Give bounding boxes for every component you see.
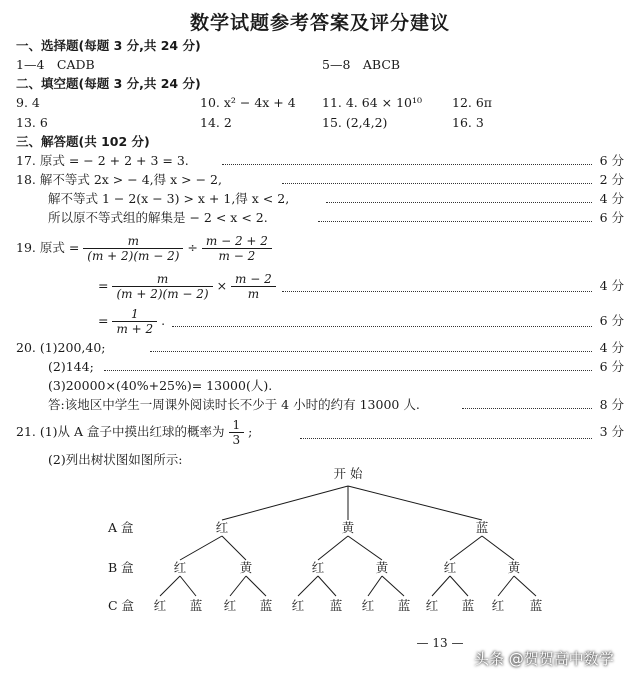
q18-score-2: 4 分	[599, 191, 624, 206]
fraction	[112, 272, 212, 301]
section-2-heading: 二、填空题(每题 3 分,共 24 分)	[16, 76, 201, 91]
q20-line-4: 答:该地区中学生一周课外阅读时长不少于 4 小时的约有 13000 人.	[48, 397, 420, 412]
semicolon: ;	[248, 424, 253, 439]
dot-leader	[282, 183, 592, 184]
q17-score: 6 分	[599, 153, 624, 168]
denominator: 3	[229, 432, 245, 447]
fraction	[229, 418, 245, 447]
numerator: m − 2	[235, 272, 272, 286]
q19-line-1	[16, 232, 272, 264]
denominator: (m + 2)(m − 2)	[112, 286, 212, 301]
q18-line-3: 所以原不等式组的解集是 − 2 < x < 2.	[48, 210, 268, 225]
watermark: 头条 @贺贺高中数学	[474, 650, 614, 668]
q21-line-1	[16, 416, 252, 448]
tree-node-c: 红	[425, 598, 439, 613]
q20-line-1: 20. (1)200,40;	[16, 340, 106, 355]
tree-node-b: 黄	[375, 560, 389, 575]
denominator: m + 2	[112, 321, 157, 336]
q20-score-1: 4 分	[599, 340, 624, 355]
q21-part-1-text: 21. (1)从 A 盒子中摸出红球的概率为	[16, 424, 225, 439]
tree-node-b: 红	[173, 560, 187, 575]
denominator: (m + 2)(m − 2)	[83, 248, 183, 263]
fraction	[231, 272, 276, 301]
q18-line-2: 解不等式 1 − 2(x − 3) > x + 1,得 x < 2,	[48, 191, 290, 206]
row-label-b: B 盒	[108, 560, 134, 575]
choice-answers-1-4: 1—4 CADB	[16, 57, 95, 72]
q20-line-3: (3)20000×(40%+25%)= 13000(人).	[48, 378, 273, 393]
q19-label: 19. 原式 =	[16, 240, 80, 255]
dot-leader	[150, 351, 592, 352]
equals-sign: =	[98, 278, 109, 293]
tree-node-c: 蓝	[259, 598, 273, 613]
probability-tree-diagram	[0, 460, 640, 620]
fill-answer-14: 14. 2	[200, 115, 232, 130]
fill-answer-16: 16. 3	[452, 115, 484, 130]
q19-score-2: 6 分	[599, 313, 624, 328]
dot-leader	[462, 408, 592, 409]
tree-node-c: 蓝	[397, 598, 411, 613]
fraction	[202, 234, 272, 263]
q19-line-2	[98, 270, 276, 302]
tree-node-c: 蓝	[529, 598, 543, 613]
tree-node-c: 蓝	[461, 598, 475, 613]
numerator: m	[127, 234, 140, 248]
fraction	[83, 234, 183, 263]
q20-line-2: (2)144;	[48, 359, 94, 374]
fill-answer-9: 9. 4	[16, 95, 40, 110]
choice-answers-5-8: 5—8 ABCB	[322, 57, 401, 72]
numerator: 1	[232, 418, 241, 432]
tree-node-a: 蓝	[475, 520, 489, 535]
tree-node-c: 红	[361, 598, 375, 613]
q20-score-4: 8 分	[599, 397, 624, 412]
tree-node-c: 蓝	[329, 598, 343, 613]
q19-line-3	[98, 305, 165, 337]
q20-score-2: 6 分	[599, 359, 624, 374]
denominator: m − 2	[202, 248, 272, 263]
section-1-heading: 一、选择题(每题 3 分,共 24 分)	[16, 38, 201, 53]
row-label-c: C 盒	[108, 598, 135, 613]
dot-leader	[172, 326, 592, 327]
denominator: m	[231, 286, 276, 301]
tree-node-b: 黄	[239, 560, 253, 575]
tree-node-b: 红	[443, 560, 457, 575]
fraction	[112, 307, 157, 336]
tree-node-c: 红	[491, 598, 505, 613]
q18-score-3: 6 分	[599, 210, 624, 225]
page-number: — 13 —	[416, 636, 464, 650]
dot-leader	[300, 438, 592, 439]
q21-score-1: 3 分	[599, 424, 624, 439]
tree-node-b: 红	[311, 560, 325, 575]
fill-answer-15: 15. (2,4,2)	[322, 115, 388, 130]
fill-answer-10: 10. x² − 4x + 4	[200, 95, 296, 110]
dot-leader	[282, 291, 592, 292]
dot-leader	[222, 164, 592, 165]
tree-branches	[160, 486, 536, 596]
row-label-a: A 盒	[108, 520, 134, 535]
section-3-heading: 三、解答题(共 102 分)	[16, 134, 150, 149]
page-title: 数学试题参考答案及评分建议	[189, 12, 450, 34]
q19-score-1: 4 分	[599, 278, 624, 293]
numerator: 1	[131, 307, 139, 321]
fill-answer-13: 13. 6	[16, 115, 48, 130]
numerator: m − 2 + 2	[205, 234, 268, 248]
dot-leader	[104, 370, 592, 371]
q21-line-2: (2)列出树状图如图所示:	[48, 452, 183, 467]
tree-node-b: 黄	[507, 560, 521, 575]
operator: ×	[216, 278, 228, 293]
tree-node-c: 红	[291, 598, 305, 613]
period: .	[161, 313, 166, 328]
fill-answer-11: 11. 4. 64 × 10¹⁰	[322, 95, 423, 110]
dot-leader	[326, 202, 592, 203]
operator: ÷	[187, 240, 198, 255]
equals-sign: =	[98, 313, 109, 328]
fill-answer-12: 12. 6π	[452, 95, 493, 110]
tree-root-label: 开 始	[333, 466, 363, 481]
dot-leader	[318, 221, 592, 222]
q18-line-1: 18. 解不等式 2x > − 4,得 x > − 2,	[16, 172, 222, 187]
tree-node-c: 蓝	[189, 598, 203, 613]
tree-node-c: 红	[153, 598, 167, 613]
q18-score-1: 2 分	[599, 172, 624, 187]
tree-node-a: 红	[215, 520, 229, 535]
numerator: m	[156, 272, 169, 286]
q17-solution: 17. 原式 = − 2 + 2 + 3 = 3.	[16, 153, 189, 168]
tree-node-c: 红	[223, 598, 237, 613]
tree-node-a: 黄	[341, 520, 355, 535]
